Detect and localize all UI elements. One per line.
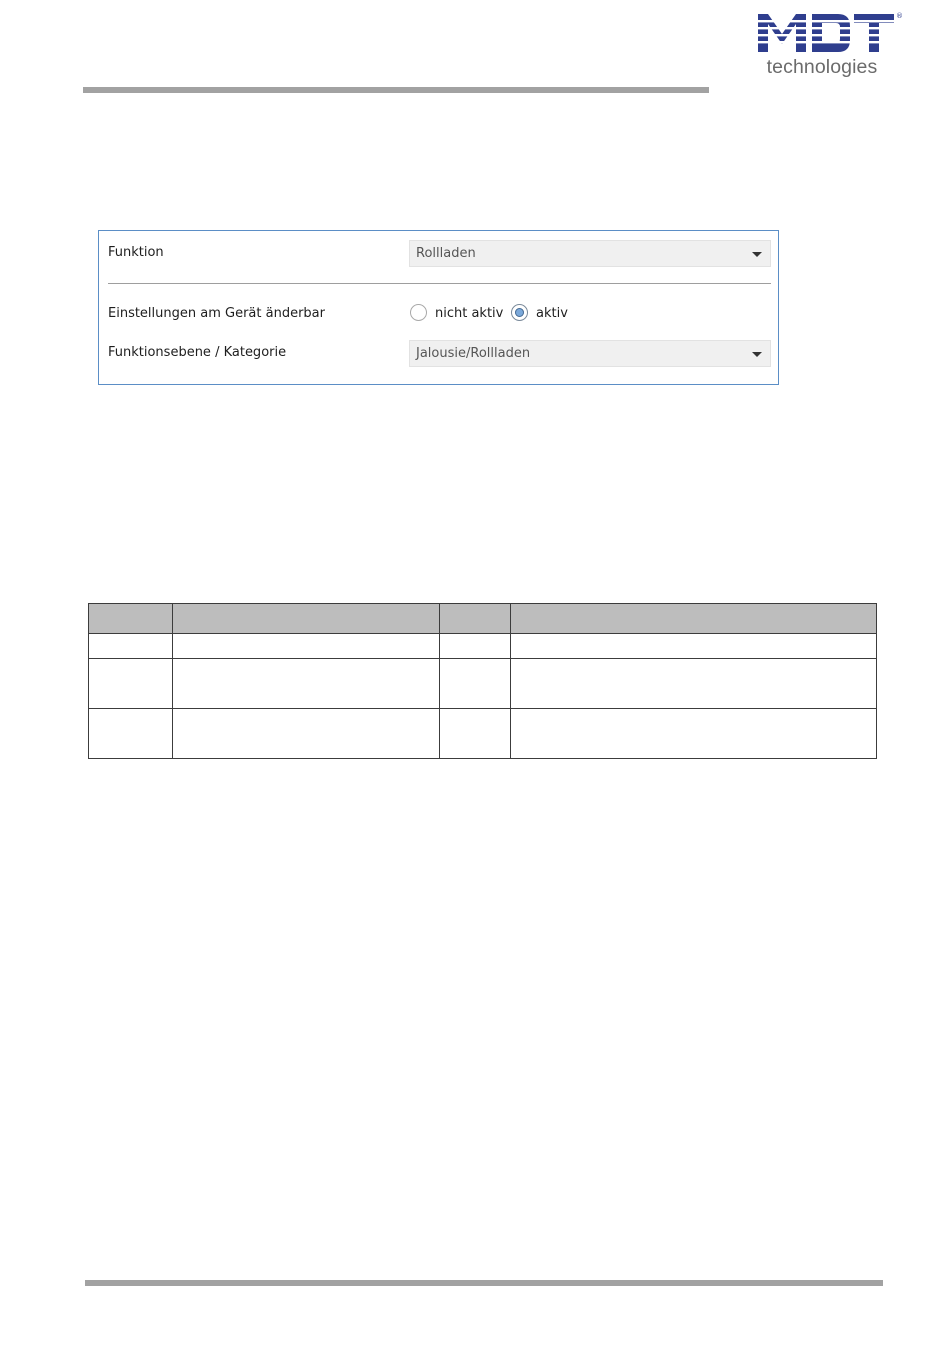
table-header-cell	[89, 604, 173, 634]
table-row	[89, 709, 877, 759]
funktion-label: Funktion	[108, 245, 164, 260]
table-row	[89, 634, 877, 659]
table-cell	[511, 659, 877, 709]
radio-aktiv[interactable]	[511, 304, 528, 321]
table-header-cell	[511, 604, 877, 634]
table-cell	[440, 634, 511, 659]
panel-divider	[108, 283, 771, 284]
radio-nicht-aktiv[interactable]	[410, 304, 427, 321]
chevron-down-icon	[752, 252, 762, 257]
chevron-down-icon	[752, 352, 762, 357]
table-cell	[511, 634, 877, 659]
table-cell	[440, 709, 511, 759]
registered-mark: ®	[896, 12, 903, 20]
table-cell	[173, 659, 440, 709]
logo-subtitle: technologies	[766, 56, 878, 78]
kategorie-dropdown[interactable]	[409, 340, 771, 367]
radio-aktiv-label: aktiv	[536, 306, 568, 321]
table-cell	[173, 709, 440, 759]
table-cell	[89, 709, 173, 759]
table-cell	[511, 709, 877, 759]
kategorie-value: Jalousie/Rollladen	[416, 346, 531, 361]
mdt-logo-icon	[756, 10, 902, 56]
funktion-value: Rollladen	[416, 246, 476, 261]
kategorie-label: Funktionsebene / Kategorie	[108, 345, 287, 360]
table-row	[89, 659, 877, 709]
funktion-dropdown[interactable]	[409, 240, 771, 267]
footer-rule	[85, 1280, 883, 1286]
table-header-cell	[173, 604, 440, 634]
settings-panel	[98, 230, 779, 385]
parameter-table	[88, 603, 877, 759]
header-rule	[83, 87, 709, 93]
table-cell	[173, 634, 440, 659]
radio-nicht-aktiv-label: nicht aktiv	[435, 306, 504, 321]
table-header-cell	[440, 604, 511, 634]
einstellungen-label: Einstellungen am Gerät änderbar	[108, 306, 325, 321]
table-cell	[89, 659, 173, 709]
table-cell	[440, 659, 511, 709]
table-header-row	[89, 604, 877, 634]
table-cell	[89, 634, 173, 659]
